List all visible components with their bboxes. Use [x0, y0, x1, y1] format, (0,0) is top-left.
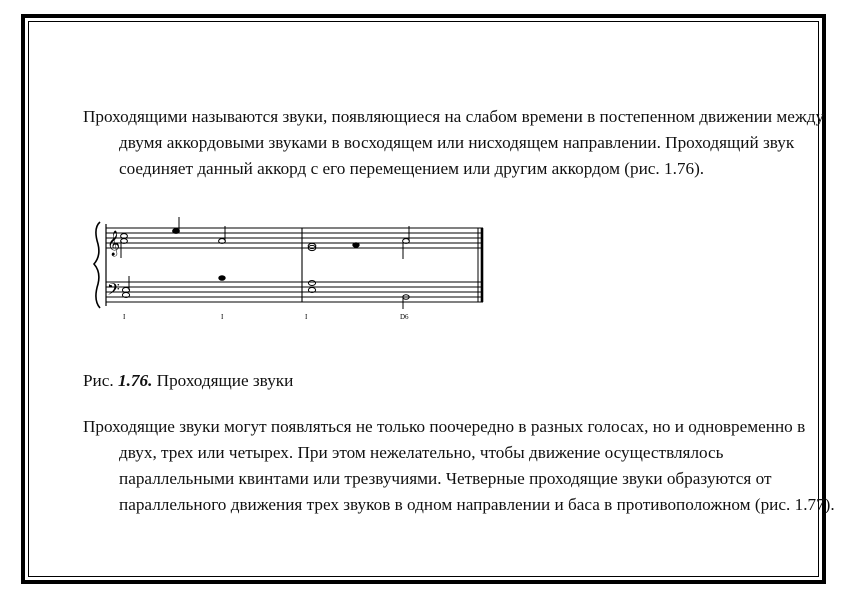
function-label: I	[123, 313, 126, 321]
caption-number: 1.76.	[117, 371, 153, 390]
music-score-figure	[90, 214, 496, 322]
paragraph-simultaneous-passing-tones: Проходящие звуки могут появляться не только поочередно в разных голосах, но и одновременно в двух, трех или четырех. При этом нежелательно, чтобы движение осуществлялось параллельными квинтами или трезвучиями. Четверные проходящие звуки образуются от параллельного движения трех звуков в одном направлении и баса в противоположном (рис. 1.77).	[83, 417, 835, 514]
bass-clef-icon: 𝄢	[107, 279, 120, 303]
function-label: D6	[400, 313, 409, 321]
caption-title: Проходящие звуки	[152, 371, 294, 390]
caption-prefix: Рис.	[83, 371, 118, 390]
function-label: I	[305, 313, 308, 321]
paragraph-passing-tones-definition: Проходящими называются звуки, появляющиеся на слабом времени в постепенном движении между двумя аккордовыми звуками в восходящем или нисходящем направлении. Проходящий звук соединяет данный аккорд с его перемещением или другим аккордом (рис. 1.76).	[83, 107, 825, 178]
figure-caption	[83, 368, 293, 394]
treble-clef-icon: 𝄞	[107, 231, 121, 256]
function-label: I	[221, 313, 224, 321]
